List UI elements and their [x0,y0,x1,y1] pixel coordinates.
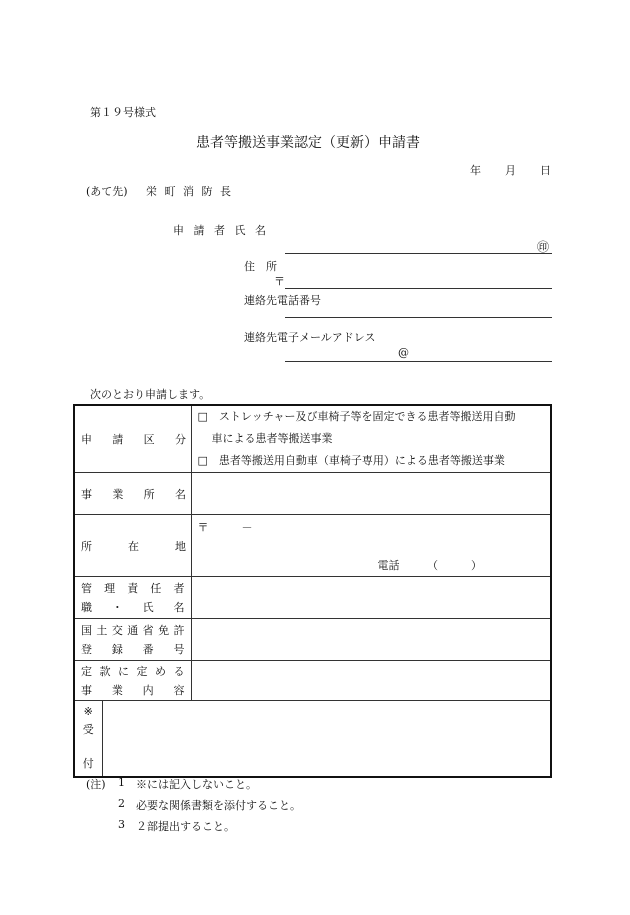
location-phone: 電話 （ ） [377,559,482,572]
category-options-cell[interactable] [191,405,551,473]
row-business [74,661,551,701]
row-license [74,619,551,661]
address-label: 住 所 [244,260,277,273]
row-location [74,515,551,577]
manager-label-cell [74,577,191,619]
row-office-name [74,473,551,515]
seal-mark: ㊞ [537,240,550,254]
category-option-1-line2: 車による患者等搬送事業 [211,432,333,445]
applicant-name-line[interactable] [285,253,552,254]
address-line[interactable] [285,288,552,289]
business-label-line1: 定 款 に 定 め る [81,664,185,678]
note-3-number: 3 [118,818,125,831]
intro-text: 次のとおり申請します。 [90,388,211,401]
manager-label-line1: 管 理 責 任 者 [81,581,185,595]
row-receipt [74,701,551,777]
date-year-label: 年 [470,164,481,177]
row-manager [74,577,551,619]
manager-label-line2: 職 ・ 氏 名 [81,600,185,614]
location-label-cell [74,515,191,577]
row-category [74,405,551,473]
business-label-cell [74,661,191,701]
license-label-cell [74,619,191,661]
category-label-cell [74,405,191,473]
application-table [73,404,552,778]
location-postal: 〒 － [197,521,253,534]
phone-line[interactable] [285,317,552,318]
receipt-label-line3: 付 [82,757,94,771]
receipt-label-mark: ※ [83,705,93,719]
form-number: 第１９号様式 [90,106,156,119]
office-name-label: 事 業 所 名 [81,487,186,501]
email-line[interactable] [285,361,552,362]
date-month-label: 月 [505,164,516,177]
postal-mark: 〒 [274,275,285,288]
receipt-label-line2: 受 [82,723,94,737]
email-label: 連絡先電子メールアドレス [244,331,376,344]
note-2-text: 必要な関係書類を添付すること。 [136,799,301,812]
note-1-text: ※には記入しないこと。 [136,778,257,791]
business-value[interactable] [191,661,551,701]
office-name-value[interactable] [191,473,551,515]
receipt-value [102,701,551,777]
manager-value[interactable] [191,577,551,619]
receipt-label-cell [74,701,102,777]
date-day-label: 日 [540,164,551,177]
applicant-name-label: 申 請 者 氏 名 [173,224,269,237]
license-label-line2: 登 録 番 号 [81,642,185,656]
addressee-name: 栄 町 消 防 長 [146,185,233,198]
location-value[interactable] [191,515,551,577]
office-name-label-cell [74,473,191,515]
phone-label: 連絡先電話番号 [244,294,321,307]
note-3-text: ２部提出すること。 [136,820,235,833]
category-option-2[interactable]: □ 患者等搬送用自動車（車椅子専用）による患者等搬送事業 [197,454,505,467]
business-label-line2: 事 業 内 容 [81,683,185,697]
location-label: 所 在 地 [81,539,186,553]
category-option-1-line1[interactable]: □ ストレッチャー及び車椅子等を固定できる患者等搬送用自動 [197,410,516,423]
license-value[interactable] [191,619,551,661]
category-label: 申 請 区 分 [81,433,186,446]
addressee-label: (あて先) [86,185,128,198]
form-title: 患者等搬送事業認定（更新）申請書 [196,135,420,151]
license-label-line1: 国土交通省免許 [81,623,185,637]
note-2-number: 2 [118,797,125,810]
notes-prefix: (注) [86,778,106,791]
email-at-mark: @ [398,346,409,359]
note-1-number: 1 [118,776,125,789]
